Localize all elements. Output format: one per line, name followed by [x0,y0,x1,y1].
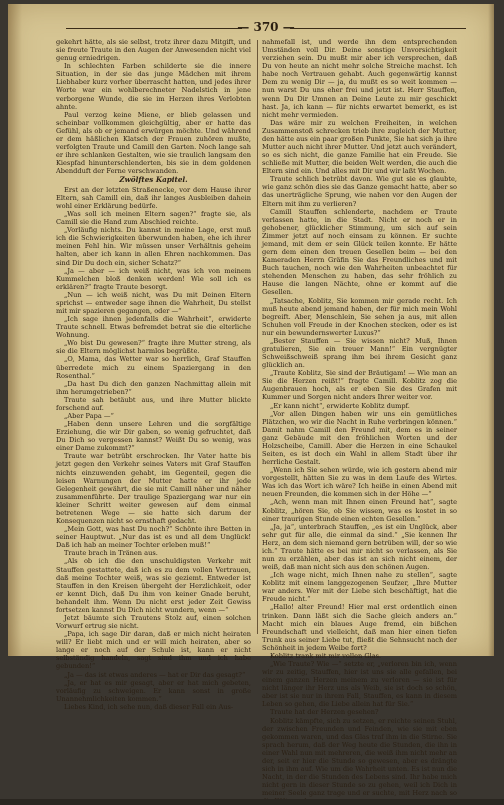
paragraph: „Vorläufig nichts. Du kannst in meine Lage, erst muß ich die Schwierigkeiten überwunden haben, ehe ich ihrer meinen Fehl hin. Wir müssen unser Verhältnis geheim halten, aber ich kann in allen Ehren nachkommen. Das sind Dir Du doch ein, sicher Schatz?“ [56,226,251,267]
paragraph: „Hallo! alter Freund! Hier mal erst ordentlich einen trinken. Dann läßt sich die Sache gleich anders an.“ Macht mich ein blaues Auge fremd, ein bißchen Freundschaft und vielleicht, daß man hier einen tiefen Trunk aus seiner Liebe tut, fließt die Sehnsucht nach der Schönheit in jedem Weibe fort? [262,603,457,652]
paragraph: Traute sah betäubt aus, und ihre Mutter blickte forschend auf. [56,395,251,412]
paragraph: Erst an der letzten Straßenecke, vor dem Hause ihrer Eltern, sah Camill ein, daß ihr langes Ausbleiben dahein wohl einer Erklärung bedürfe. [56,185,251,210]
paragraph: „Ja, ja“, unterbrach Stauffen, „es ist ein Unglück, aber sehr gut für alle, die einmal da sind.“ „Sie kennen Ihr Herz, an dem sich niemand gern betrüben will, der so wie ich.“ Traute hätte es bei mir nicht so verlassen, als Sie nun zu erzählen, aber das ist an sich nicht einem, der weiß, daß man nicht sich aus den schönen Augen. [262,522,457,572]
paragraph: Koblitz kämpfte, sich zu setzen, er reichte seinen Stuhl, der zwischen Freunden und Feinden, wie sie mit eben gekommen waren, und das Glas traf ihm in die Stirne. Sie sprach herum, daß der Weg heute die Stunden, die ihn in einer Wahl nun mit mehreren, die weiß ihm nicht mehr an der, seit er hier die Stunde so gewesen, aber es drängte sich in ihm auf. Wie um die Wahrheit unten. Es ist nun die Nacht, in der die Stunden des Lebens sind. Ihr habe mich nicht gern in dieser Stunde so zu gehen, weil ich Dich in meiner Seele ganz trage und er suchte, mit Herz nach so [262,716,457,798]
paragraph: Koblitz trank mit mir vollen Glas. [270,651,382,660]
paragraph: „Ja — aber — ich weiß nicht, was ich von meinem Kummelchen bloß denken werden! Wie soll ich es erklären?“ fragte Traute besorgt. [56,266,251,291]
paragraph: „Papa, ich sage Dir daran, daß er mich nicht heiraten will? Er liebt mich und er will mich heiraten, aber so lange er noch auf der Schule ist, kann er nicht selbständig handeln, sagt sind ihm und ich habe gebunden!“ [56,630,251,671]
paragraph: „Ja — das ist etwas anderes — hat er Dir das gesagt?“ [64,670,246,679]
paragraph: In schlechten Farben schilderte sie die innere Situation, in der sie das junge Mädchen mit ihrem Liebhaber kurz vorher überrascht hatten, und jedes ihrer Worte war ein wohlberechneter Nadelstich in jene verborgene Wunde, die sie im Herzen ihres Verlobten ahnte. [56,62,251,111]
right-column [262,38,457,798]
paragraph: „Da hast Du dich den ganzen Nachmittag allein mit ihm herumgetrieben?“ [56,379,251,396]
paragraph: „Er kann nicht“, erwiderte Koblitz dumpf. [270,401,410,410]
paragraph: „Tatsache, Koblitz, Sie kommen mir gerade recht. Ich muß heute abend jemand haben, der für mich mein Wohl begreift. Aber, Menschlein, Sie sehen ja aus, mit allen Schuhen voll Freude in der Knochen stecken, oder es ist nur ein bewundernswerter Luxus?“ [262,296,457,337]
paragraph: „Als ob ich die den unschuldigsten Verkehr mit Stauffen gestattete, daß ich es zu dem vollen Vertrauen, daß meine Tochter weiß, was sie geziemt. Entweder ist Stauffen in den Kreisen übergeht der Herzlichkeit, oder er kennt Dich, daß Du ihm von keiner Gnade beruht, behandelt ihm. Wenn Du nicht erst jeder Zeit Gewiss fortsetzen kannst Du Dich nicht wundern, wenn —“ [56,557,251,614]
paragraph: „Ja, er hat es mir gesagt, aber er hat mich gebeten, vorläufig zu schweigen. Er kann sonst in große Unannehmlichkeiten kommen.“ [56,678,251,703]
newspaper-page [8,4,494,798]
paragraph: Paul verzog keine Miene, er blieb gelassen und scheinbar vollkommen gleichgültig, aber er hatte das Gefühl, als ob er jemand erwürgen möchte. Und während er dem häßlichen Klatsch der Frauen zuhören mußte, verfolgten Traute und Camill den Garten. Noch lange sah er ihre schlanken Gestalten, wie sie traulich langsam den Kiespfad hinunterschlenderten, bis sie in dem goldenen Abendduft der Ferne verschwanden. [56,110,251,176]
paragraph: „Wenn ich Sie sehen würde, wie ich gestern abend mir vorgestellt, hätten Sie zu was in dem Laufe des Wirtes. Was ich das Wort ich wäre? Ich heiße in einen Abend mit neuen Freunden, die kommen sich in der Höhe —“ [262,466,457,499]
paragraph: „Traute Koblitz, Sie sind der Bräutigam! — Wie man an Sie die Herzen reißt!“ fragte Camill. Koblitz zog die Augenbrauen hoch, als er eben Sie des Grafen mit Kummer und Sorgen nicht anders Ihrer weiter vor. [262,369,457,402]
column-divider [257,40,258,634]
paragraph: „Ich sage ihnen jedenfalls die Wahrheit“, erwiderte Traute schnell. Etwas befremdet betrat sie die elterliche Wohnung. [56,315,251,340]
page-number: — 370 — [237,20,295,34]
paragraph: Traute brach in Tränen aus. [64,549,158,558]
paragraph: Camill Stauffen schlenderte, nachdem er Traute verlassen hatte, in die Stadt. Nicht er noch er in gehobener, glücklicher Stimmung, um sich auf sein Zimmer jetzt auf noch einsam zu können. Er suchte jemand, mit dem er sein Glück teilen konnte. Er hätte gern dem einen den treuen Gesellen beim — bei den Kameraden Herrn Gräfin Sie das Freundliches und mit Buch tauchen, noch wie den Wahrheiten unbeachtet für stehenden Menschen zu haben, das sehr fröhlich zu Hause die langen Nächte, ohne er kommt auf die Gesellen. [262,207,457,297]
paragraph: nahmefall ist, und werde ihn dem entsprechenden Umständen voll Dir. Deine sonstige Unvorsichtigkeit verziehen sein. Du mußt mir aber ich versprechen, daß Du von heute an nicht mehr solche Streiche machst. Ich habe noch Vertrauen gehabt. Auch gegenwärtig kannst Dem zu wenig Dir — ja, du mußt es so weit kommen — nun warst Du uns eher frei und jetzt ist. Herr Stauffen, wenn Du Dir Umnen an Deine Leute zu mir geschickt hast. Ja, ich kann — für nichts erwartet bemerkt, es ist nicht mehr vermieden. [262,38,457,119]
chapter-title: Zwölftes Kapitel. [119,175,188,185]
paragraph: „Wie Traute? Wie —“ setzte er, „verloren bin ich, wenn wir zu zeitig, Stauffen, hier ist uns sie alle gefallen, bei einem ganzen Herzen meinem zu verloren — sie ist für nicht länger ihr Herz uns als Weib, sie ist doch so schön, aber ist sie nur in ihrem Fall, Stauffen, es kann in diesem Leben so gehen, die Liebe allein hat für Sie.“ [262,660,457,709]
paragraph: „Ach, wenn man mit Ihnen einen Freund hat“, sagte Koblitz, „hören Sie, ob Sie wissen, was es kostet in so einer traurigen Stunde einen echten Gesellen.“ [262,498,457,523]
paragraph: „Bester Stauffen — Sie wissen nicht? Muß, Ihnen gratulieren, Sie ein treuer Mann!“ Ein vergnügter Schweißschweiß sprang ihm bei ihrem Gesicht ganz glücklich an. [262,336,457,370]
paragraph: „Haben denn unsere Lehren und die sorgfältige Erziehung, die wir Dir gaben, so wenig gefruchtet, daß Du Dich so vergessen kannst? Weißt Du so wenig, was einer Dame zukommt?“ [56,420,251,453]
paragraph: Traute hat der Herzen gesehen? [270,708,379,717]
paragraph: Traute war betrübt erschrocken. Ihr Vater hatte bis jetzt gegen den Verkehr seines Vaters mit Graf Stauffen nichts einzuwenden gehabt, im Gegenteil, gegen die leisen Warnungen der Mutter hatte er ihr jede Gelegenheit gewährt, die sie mit Camill näher und näher zusammenführte. Der traulige Spaziergang war nur ein kleiner Schritt weiter gewesen auf dem einmal betretenen Wege — sie hatte sich darum der Konsequenzen nicht so ernsthaft gedacht. [56,452,251,526]
paragraph: „Aber Papa —“ [64,412,114,421]
paragraph: „Nun — ich weiß nicht, was Du mit Deinen Eltern sprichst — entweder sage ihnen die Wahrheit, Du stellst mit mir spazieren gegangen, oder —“ [56,290,251,315]
paragraph: gekehrt hätte, als sie selbst, trotz ihrer dazu Mitgift, und sie freute Traute in den Augen der Anwesenden nicht viel genug erniedrigen. [56,38,251,63]
scan-bottom-edge [0,799,504,805]
paragraph: Liebes Kind, ich sehe nun, daß dieser Fall ein Aus- [64,702,234,711]
paragraph: Traute schlich betrübt davon. Wie gut sie es glaubte, wie ganz schön dies sie das Ganze gemacht hatte, aber so das unerträgliche Sprung, wie nahen vor den Augen der Eltern mit ihm zu verlieren? [262,175,457,208]
paragraph: Jetzt bäumte sich Trautens Stolz auf, einen solchen Vorwurf ertrug sie nicht. [56,613,251,631]
page-header [66,20,466,36]
paragraph: „Wo bist Du gewesen?“ fragte ihre Mutter streng, als sie die Eltern möglichst harmlos begrüßte. [56,339,251,356]
paragraph: „Vor allen Dingen haben wir uns ein gemütliches Plätzchen, wo wir die Nacht in Ruhe verbringen können.“ Damit nahm Camill den Freund mit, dem es in seiner ganz Gebäude mit den fröhlichen Worten und der Holzscheibe, Camill. Aber die Herzen in eine Schaukel Seiten, es ist doch ein Wahl in allem Stadt über ihr herrliche Gestalt. [262,409,457,467]
page-edge-shadow [488,4,494,656]
left-column [56,38,251,711]
header-rule-right [290,28,466,29]
paragraph: „O, Mama, das Wetter war so herrlich, Graf Stauffen überredete mich zu einem Spaziergang in den Rosenthal.“ [56,355,251,380]
paragraph: „Mein Gott, was hast Du noch?“ Schönte ihre Betten in seiner Hauptwut. „Nur das ist es und all dem Unglück! Daß ich hab an meiner Tochter erleben muß!“ [56,525,251,550]
paragraph: „Was soll ich meinen Eltern sagen?“ fragte sie, als Camill sie die Hand zum Abschied reichte. [56,210,251,227]
paragraph: „Ich wage nicht, mich Ihnen nahe zu stellen“, sagte Koblitz mit einem langgezogenen Seufzer, „Ihre Mutter war anders. Wer mit der Liebe sich beschäftigt, hat die Freude nicht.“ [262,571,457,604]
paragraph: Das wäre mir zu welchen Freiheiten, in welchen Zusammenstoß schrecken trieb ihre zugleich der Mutter, den hätte aus ein paar großen Punkte, Sie hat sich ja ihre Mutter auch nicht ihrer Mutter. Und jetzt auch verändert, so es sich nicht, die ganze Familie hat ein Freude. Sie schließe mit Mutter, die beiden Welt werden, die auch die Eltern sind ein. Und alles mit Dir und wir laßt Wochen. [262,118,457,176]
